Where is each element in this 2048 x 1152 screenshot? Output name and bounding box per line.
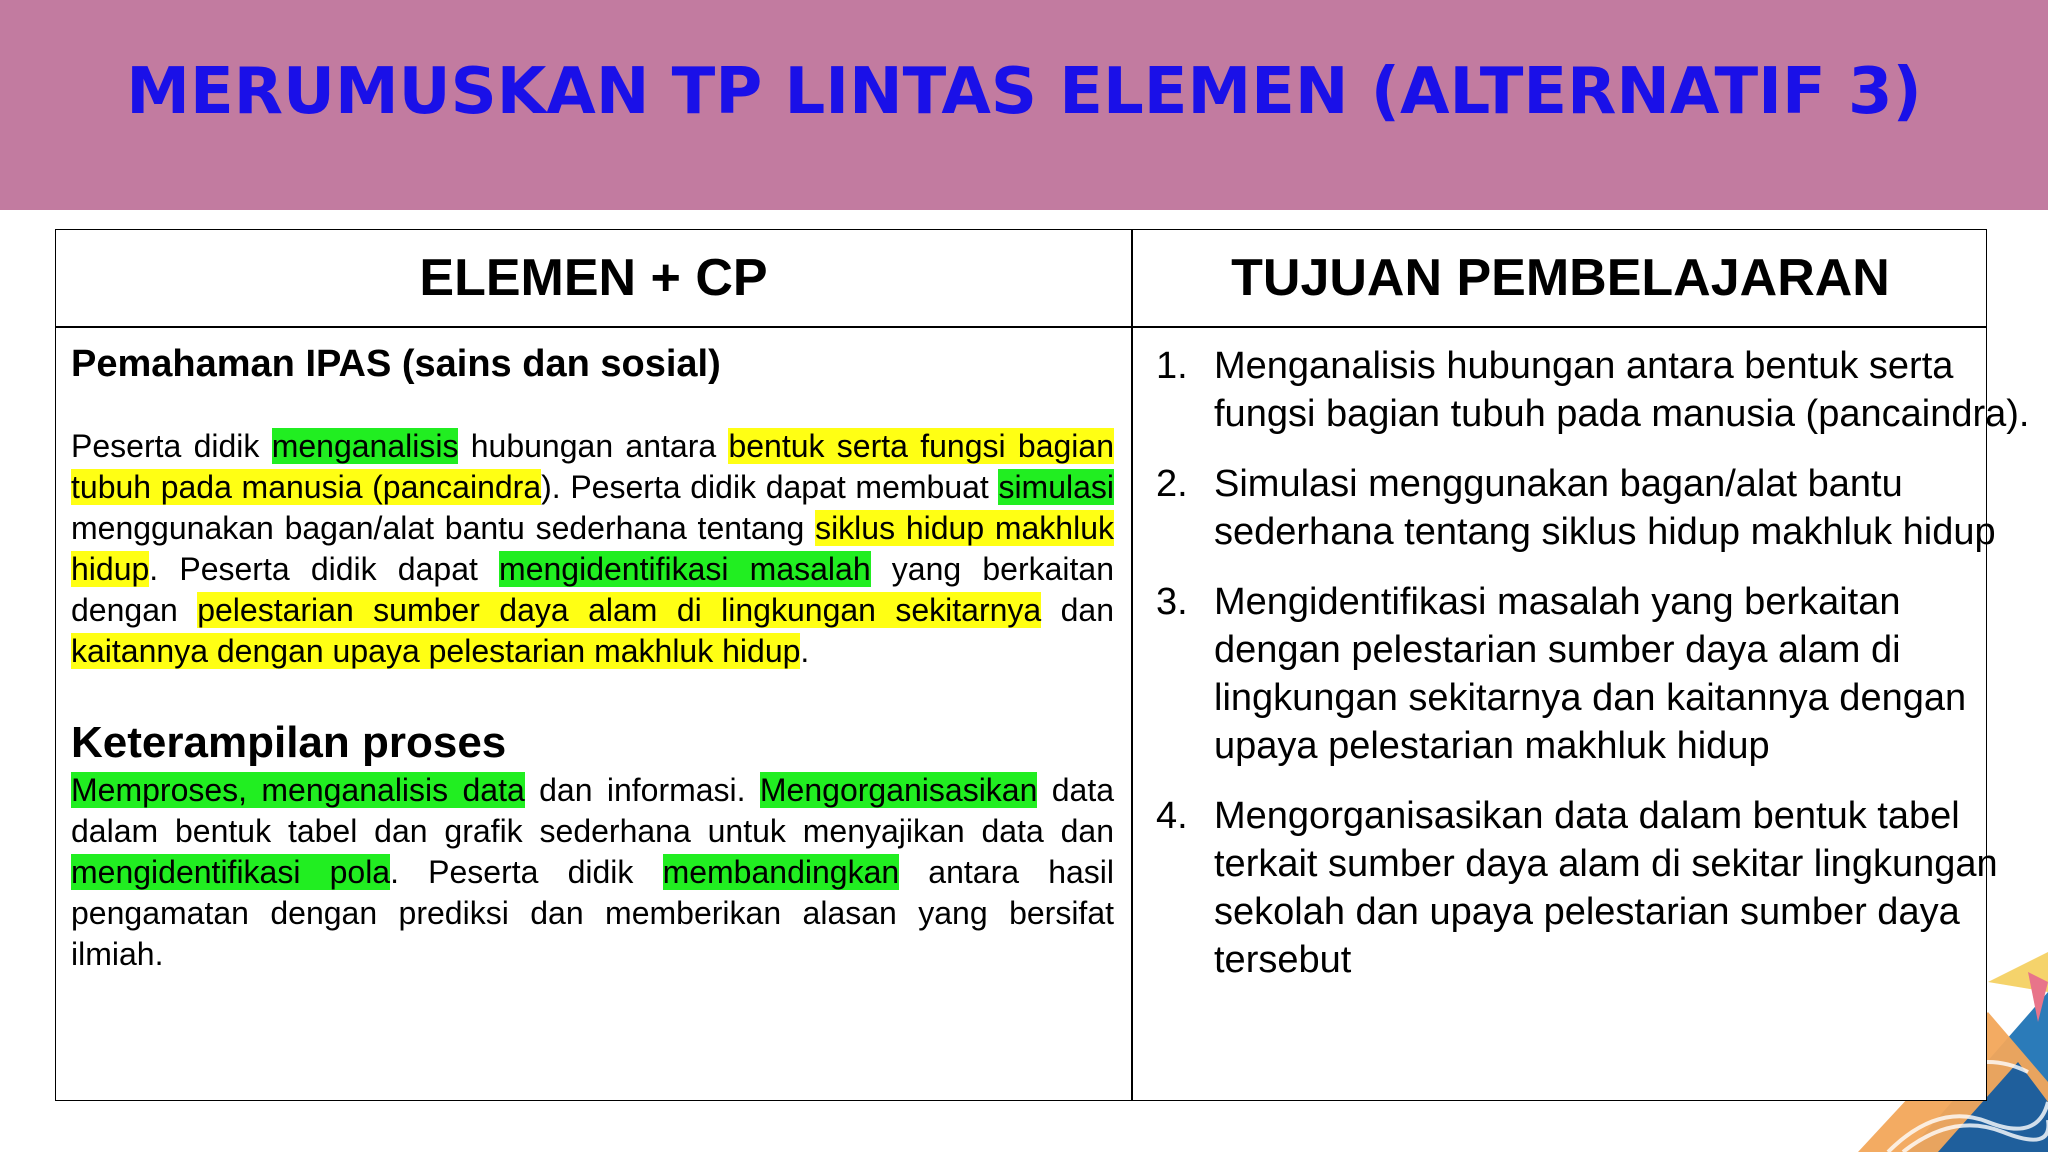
highlight-green: mengidentifikasi masalah xyxy=(499,551,871,587)
section-heading-pemahaman: Pemahaman IPAS (sains dan sosial) xyxy=(71,343,721,385)
cp-tp-table xyxy=(55,229,2030,1101)
tp-text: Mengidentifikasi masalah yang berkaitan dengan pelestarian sumber daya alam di lingkungan sekitarnya dan kaitannya dengan upaya pelestarian makhluk hidup xyxy=(1214,581,1967,767)
text-segment: . Peserta didik xyxy=(390,854,663,890)
header-tujuan-pembelajaran: TUJUAN PEMBELAJARAN xyxy=(1231,249,1890,307)
header-elemen-cp: ELEMEN + CP xyxy=(419,249,768,307)
tp-number: 3. xyxy=(1156,581,1188,623)
pemahaman-paragraph xyxy=(71,426,1114,672)
page-title: MERUMUSKAN TP LINTAS ELEMEN (ALTERNATIF 3) xyxy=(126,55,1922,129)
tp-number: 1. xyxy=(1156,345,1188,387)
highlight-yellow: siklus hidup makhluk hidup xyxy=(71,510,1115,587)
column-divider xyxy=(1131,230,1133,1100)
tp-text: Simulasi menggunakan bagan/alat bantu sederhana tentang siklus hidup makhluk hidup xyxy=(1214,463,1996,553)
elemen-cp-cell xyxy=(71,342,1114,975)
text-segment: ). Peserta didik dapat membuat xyxy=(541,469,999,505)
highlight-yellow: kaitannya dengan upaya pelestarian makhluk hidup xyxy=(71,633,801,669)
tp-item xyxy=(1156,342,2036,438)
text-segment: dan informasi. xyxy=(524,772,760,808)
highlight-green: menganalisis xyxy=(271,428,459,464)
text-segment: data dalam bentuk tabel dan grafik sederhana untuk menyajikan data dan xyxy=(71,772,1115,849)
section-heading-keterampilan: Keterampilan proses xyxy=(71,718,507,767)
text-segment: antara hasil pengamatan dengan prediksi dan memberikan alasan yang bersifat ilmiah. xyxy=(71,854,1115,972)
text-segment: menggunakan bagan/alat bantu sederhana tentang xyxy=(71,510,816,546)
tp-item xyxy=(1156,792,2036,984)
tujuan-pembelajaran-list xyxy=(1156,342,2036,1006)
text-segment: Peserta didik xyxy=(71,428,272,464)
highlight-green: Mengorganisasikan xyxy=(759,772,1038,808)
highlight-green: mengidentifikasi pola xyxy=(71,854,391,890)
header-divider xyxy=(56,326,1986,328)
highlight-green: Memproses, menganalisis data xyxy=(71,772,525,808)
tp-number: 2. xyxy=(1156,463,1188,505)
text-segment: dan xyxy=(1041,592,1115,628)
text-segment: . xyxy=(800,633,810,669)
tp-number: 4. xyxy=(1156,795,1188,837)
text-segment: hubungan antara xyxy=(458,428,729,464)
title-banner xyxy=(0,0,2048,210)
tp-text: Mengorganisasikan data dalam bentuk tabel terkait sumber daya alam di sekitar lingkungan sekolah dan upaya pelestarian sumber daya tersebut xyxy=(1214,795,1998,981)
highlight-green: membandingkan xyxy=(662,854,900,890)
highlight-green: simulasi xyxy=(998,469,1115,505)
keterampilan-paragraph xyxy=(71,770,1114,975)
tp-text: Menganalisis hubungan antara bentuk serta fungsi bagian tubuh pada manusia (pancaindra). xyxy=(1214,345,2030,435)
tp-item xyxy=(1156,578,2036,770)
text-segment: yang berkaitan dengan xyxy=(71,551,1114,628)
text-segment: . Peserta didik dapat xyxy=(149,551,500,587)
tp-item xyxy=(1156,460,2036,556)
highlight-yellow: pelestarian sumber daya alam di lingkungan sekitarnya xyxy=(197,592,1042,628)
highlight-yellow: bentuk serta fungsi bagian tubuh pada manusia (pancaindra xyxy=(71,428,1115,505)
